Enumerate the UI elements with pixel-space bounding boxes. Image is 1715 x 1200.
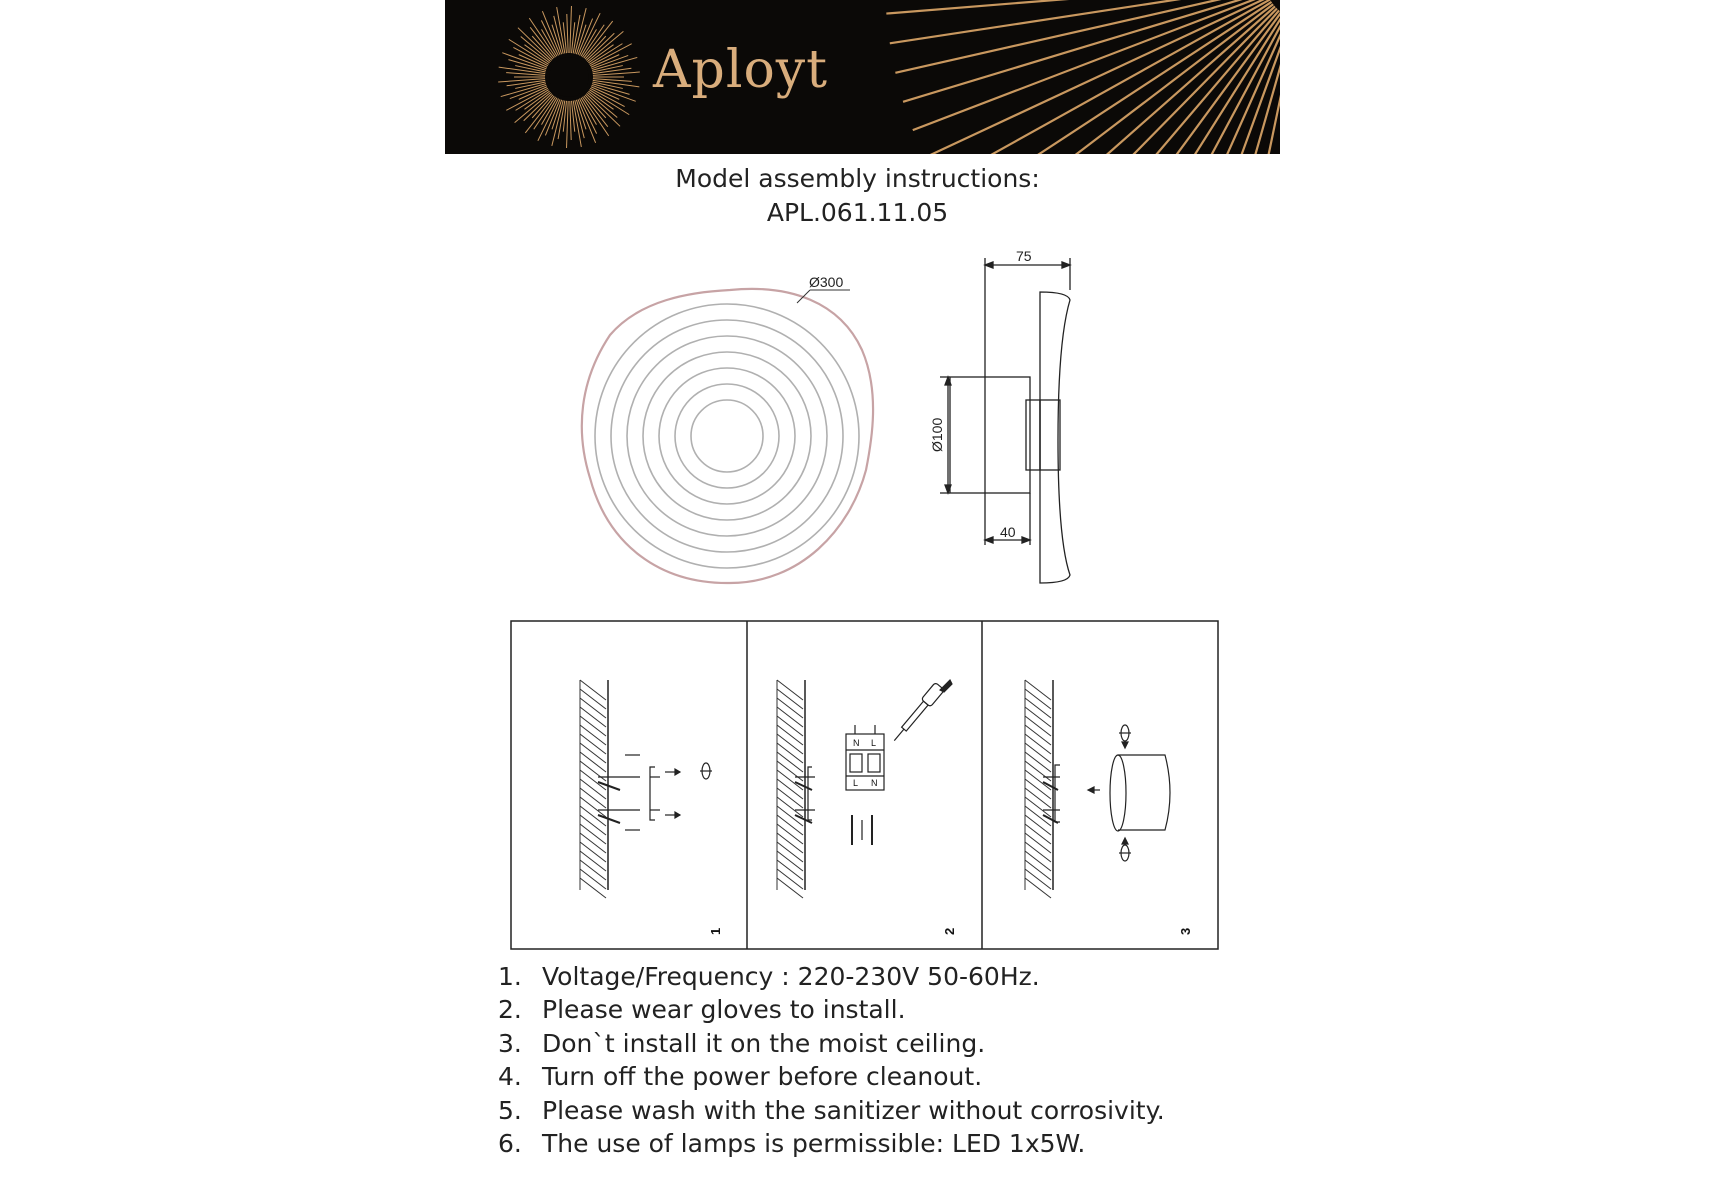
- list-item: 6. The use of lamps is permissible: LED 1x5W.: [498, 1129, 1086, 1159]
- list-item: 3. Don`t install it on the moist ceiling.: [498, 1028, 986, 1058]
- list-item: 4. Turn off the power before cleanout.: [498, 1062, 983, 1092]
- terminal-label-l-top: L: [871, 738, 877, 748]
- assembly-steps: [511, 621, 1218, 949]
- diameter-label: Ø300: [809, 274, 844, 290]
- list-item: 1. Voltage/Frequency : 220-230V 50-60Hz.: [498, 962, 1040, 991]
- front-view: [582, 289, 873, 583]
- screwdriver-icon: [890, 682, 945, 744]
- model-number: APL.061.11.05: [766, 198, 949, 227]
- outer-wavy-edge: [582, 289, 873, 583]
- step-number-1: 1: [708, 927, 723, 935]
- step-number-3: 3: [1178, 927, 1193, 935]
- step-2-panel: [777, 680, 952, 898]
- wall-hatch: [580, 680, 606, 898]
- terminal-label-l-bottom: L: [853, 778, 859, 788]
- base-diameter-label: Ø100: [929, 417, 945, 452]
- list-item: 5. Please wash with the sanitizer without corrosivity.: [498, 1095, 1165, 1125]
- terminal-label-n-top: N: [853, 738, 860, 748]
- terminal-label-n-bottom: N: [871, 778, 878, 788]
- depth-total-label: 75: [1016, 248, 1032, 264]
- instructions-list: [498, 960, 1165, 1160]
- list-item: 2. Please wear gloves to install.: [498, 995, 906, 1025]
- step-1-panel: [580, 680, 712, 898]
- page-title: Model assembly instructions:: [675, 164, 1040, 193]
- step-number-2: 2: [942, 927, 957, 935]
- brand-logo: Aployt: [653, 40, 829, 100]
- terminal-block: [846, 734, 884, 790]
- wall-hatch: [1025, 680, 1051, 898]
- wall-hatch: [777, 680, 803, 898]
- step-3-panel: [1025, 680, 1170, 898]
- base-depth-label: 40: [1000, 524, 1016, 540]
